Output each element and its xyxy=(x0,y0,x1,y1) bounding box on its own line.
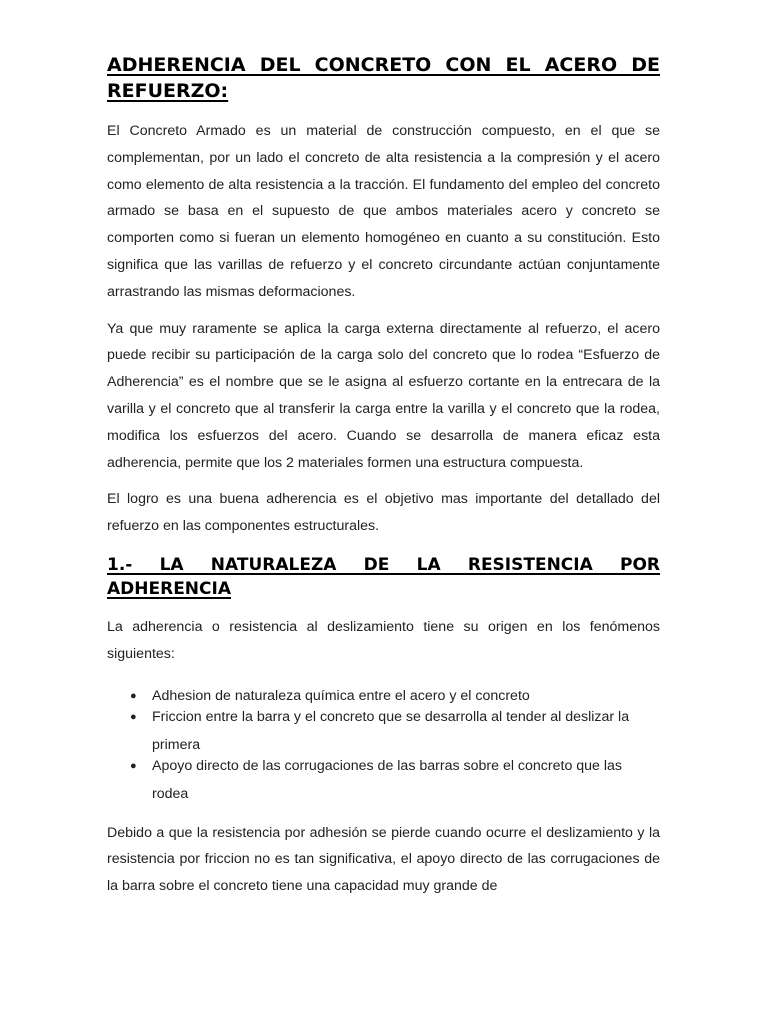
section-intro: La adherencia o resistencia al deslizamiento tiene su origen en los fenómenos siguientes: xyxy=(107,618,660,662)
list-item xyxy=(130,752,660,808)
list-item-text: Friccion entre la barra y el concreto que se desarrolla al tender al deslizar la primera xyxy=(152,708,630,753)
paragraph-logro-adherencia: El logro es una buena adherencia es el objetivo mas importante del detallado del refuerzo en las componentes estructurales. xyxy=(107,491,660,535)
document-page xyxy=(107,52,660,909)
phenomena-list xyxy=(107,682,660,808)
section-heading-naturaleza: 1.- LA NATURALEZA DE LA RESISTENCIA POR ADHERENCIA xyxy=(107,554,660,599)
list-item-text: Apoyo directo de las corrugaciones de las barras sobre el concreto que las rodea xyxy=(152,757,623,802)
list-item xyxy=(130,703,660,759)
bullet-icon: ● xyxy=(130,689,137,702)
document-title: ADHERENCIA DEL CONCRETO CON EL ACERO DE REFUERZO: xyxy=(107,54,660,102)
bullet-icon: ● xyxy=(130,759,137,772)
bullet-icon: ● xyxy=(130,710,137,723)
paragraph-esfuerzo-adherencia: Ya que muy raramente se aplica la carga externa directamente al refuerzo, el acero puede recibir su participación de la carga solo del concreto que lo rodea “Esfuerzo de Adherencia” es el nombre que se le asigna al esfuerzo cortante en la entrecara de la varilla y el concreto que al transferir la carga entre la varilla y el concreto que la rodea, modifica los esfuerzos del acero. Cuando se desarrolla de manera eficaz esta adherencia, permite que los 2 materiales formen una estructura compuesta. xyxy=(107,320,660,471)
paragraph-closing: Debido a que la resistencia por adhesión se pierde cuando ocurre el deslizamiento y la resistencia por friccion no es tan significativa, el apoyo directo de las corrugaciones de la barra sobre el concreto tiene una capacidad muy grande de xyxy=(107,824,660,894)
list-item-text: Adhesion de naturaleza química entre el acero y el concreto xyxy=(152,687,530,704)
paragraph-concreto-armado: El Concreto Armado es un material de construcción compuesto, en el que se complementan, por un lado el concreto de alta resistencia a la compresión y el acero como elemento de alta resistencia a la tracción. El fundamento del empleo del concreto armado se basa en el supuesto de que ambos materiales acero y concreto se comporten como si fueran un elemento homogéneo en cuanto a su constitución. Esto significa que las varillas de refuerzo y el concreto circundante actúan conjuntamente arrastrando las mismas deformaciones. xyxy=(107,123,660,300)
